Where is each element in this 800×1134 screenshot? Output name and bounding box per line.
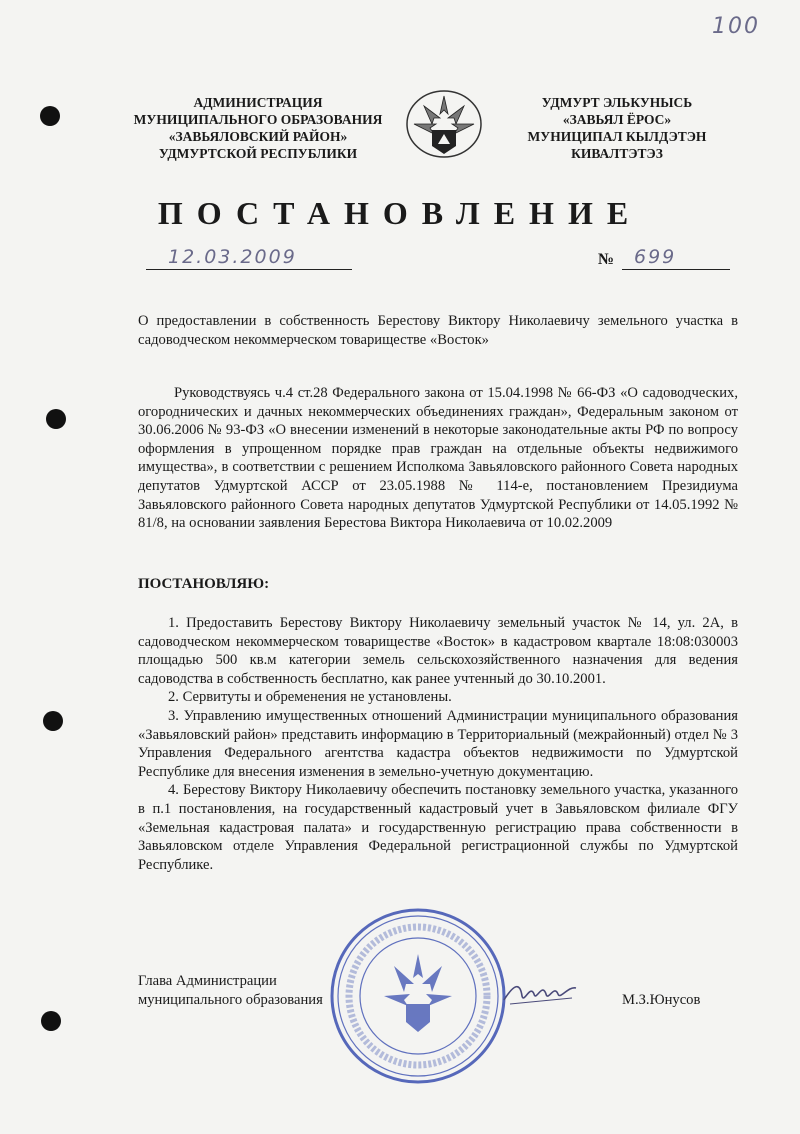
- punch-hole: [41, 1011, 61, 1031]
- signatory-position-line: муниципального образования: [138, 991, 323, 1008]
- header-left-line: МУНИЦИПАЛЬНОГО ОБРАЗОВАНИЯ: [133, 112, 383, 127]
- signatory-position: [138, 972, 398, 1009]
- header-left: [118, 94, 398, 162]
- signatory-name: М.З.Юнусов: [622, 992, 701, 1008]
- date-line: [146, 268, 352, 270]
- punch-hole: [40, 106, 60, 126]
- header-left-line: УДМУРТСКОЙ РЕСПУБЛИКИ: [158, 146, 358, 161]
- page-number: 100: [712, 14, 760, 39]
- preamble: Руководствуясь ч.4 ст.28 Федерального закона от 15.04.1998 № 66-ФЗ «О садоводческих, огороднических и дачных некоммерческих объединениях граждан», Федеральным законом от 30.06.2006 № 93-ФЗ «О внесении изменений в некоторые законодательные акты РФ по вопросу оформления в упрощенном порядке прав граждан на отдельные объекты недвижимого имущества», в соответствии с решением Исполкома Завьяловского районного Совета народных депутатов Удмуртской АССР от 23.05.1988 № 114-е, постановлением Президиума Завьяловского районного Совета народных депутатов Удмуртской Республики от 14.05.1992 № 81/8, на основании заявления Берестова Виктора Николаевича от 10.02.2009: [138, 385, 738, 532]
- handwritten-signature: [500, 974, 580, 1010]
- decree-items: [138, 614, 738, 874]
- number-label: №: [598, 251, 615, 268]
- document-title: ПОСТАНОВЛЕНИЕ: [157, 195, 643, 231]
- header-left-line: «ЗАВЬЯЛОВСКИЙ РАЙОН»: [168, 129, 348, 144]
- decree-heading: ПОСТАНОВЛЯЮ:: [138, 576, 270, 592]
- header-right-line: «ЗАВЬЯЛ ЁРОС»: [562, 112, 672, 127]
- signatory-position-line: Глава Администрации: [138, 973, 277, 989]
- decree-item: 1. Предоставить Берестову Виктору Николаевичу земельный участок № 14, ул. 2А, в садоводческом некоммерческом товариществе «Восток» в кадастровом квартале 18:08:030003 площадью 500 кв.м категории земель сельскохозяйственного назначения для ведения садоводства в собственность бесплатно, как ранее учтенный до 30.10.2001.: [138, 615, 738, 687]
- punch-hole: [46, 409, 66, 429]
- punch-hole: [43, 711, 63, 731]
- header-left-line: АДМИНИСТРАЦИЯ: [193, 95, 323, 110]
- header-right-line: МУНИЦИПАЛ КЫЛДЭТЭН: [527, 129, 707, 144]
- number-handwritten: 699: [634, 246, 677, 268]
- subject: О предоставлении в собственность Берестову Виктору Николаевичу земельного участка в садоводческом некоммерческом товариществе «Восток»: [138, 313, 738, 348]
- emblem-icon: [404, 88, 484, 160]
- header-right-line: УДМУРТ ЭЛЬКУНЫСЬ: [541, 95, 693, 110]
- decree-item: 4. Берестову Виктору Николаевичу обеспечить постановку земельного участка, указанного в п.1 постановления, на государственный кадастровый учет в Завьяловском филиале ФГУ «Земельная кадастровая палата» и государственную регистрацию права собственности в Завьяловском отделе Управления Федеральной регистрационной службы по Удмуртской Республике.: [138, 782, 738, 873]
- decree-item: 2. Сервитуты и обременения не установлены.: [168, 689, 452, 706]
- header-right-line: КИВАЛТЭТЭЗ: [571, 146, 663, 161]
- header-right: [492, 94, 742, 162]
- number-line: [622, 268, 730, 270]
- decree-item: 3. Управлению имущественных отношений Администрации муниципального образования «Завьяловский район» представить информацию в Территориальный (межрайонный) отдел № 3 Управления Федерального агентства кадастра объектов недвижимости по Удмуртской Республике для внесения изменения в земельно-учетную документацию.: [138, 707, 738, 780]
- date-handwritten: 12.03.2009: [168, 246, 297, 268]
